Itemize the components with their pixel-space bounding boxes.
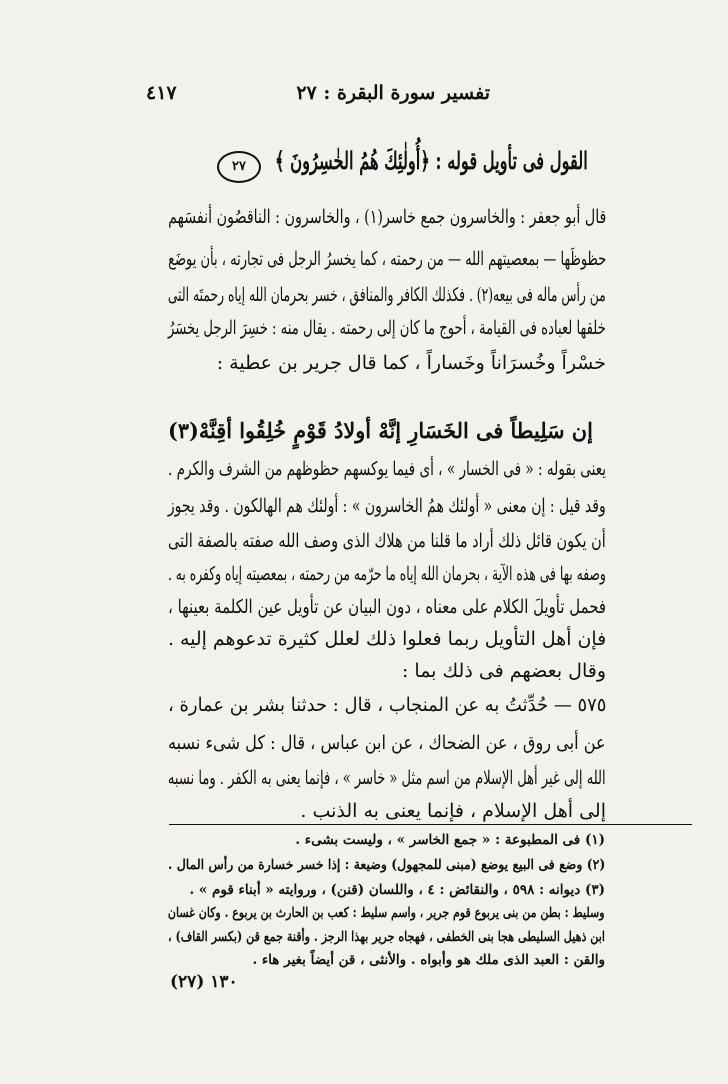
footnote: (١) فى المطبوعة : « جمع الخاسر » ، وليست بشىء . [295,832,605,848]
body-line: وقال بعضهم فى ذلك بما : [401,660,606,682]
chapter-heading: القول فى تأويل قوله : ﴿أُولٰئِكَ هُمُ الخٰسِرُونَ ﴾ [275,146,588,175]
body-line: خلقها لعباده فى القيامة ، أحوج ما كان إلى رحمته . يقال منه : خسِرَ الرجل يخسَرُ [168,317,606,339]
body-line: ٥٧٥ — حُدِّثتُ به عن المنجاب ، قال : حدثنا بشر بن عمارة ، [167,694,606,716]
running-header: تفسير سورة البقرة : ٢٧ [296,82,490,104]
body-line: يعنى بقوله : « فى الخسار » ، أى فيما يوكسهم حظوظهم من الشرف والكرم . [167,458,606,480]
poetry-verse: إن سَلِيطاً فى الخَسَارِ إنَّهْ أولادُ قَوْمٍ خُلِقُوا أقِنَّهْ(٣) [168,418,593,443]
verse-number-badge: ٢٧ [217,151,261,183]
footnote: والقن : العبد الذى ملك هو وأبواه . والأنثى ، قن أيضاً بغير هاء . [252,952,605,968]
printer-signature: ١٣٠ (٢٧) [170,972,238,992]
body-line: خسْراً وخُسرَاناً وخَساراً ، كما قال جرير بن عطية : [216,352,606,374]
body-line: إلى أهل الإسلام ، فإنما يعنى به الذنب . [300,800,606,822]
footnote: (٣) ديوانه : ٥٩٨ ، والنقائض : ٤ ، واللسان (قنن) ، وروايته « أبناء قوم » . [189,882,605,898]
body-line: من رأس ماله فى بيعه(٢) . فكذلك الكافر والمنافق ، خسر بحرمان الله إياه رحمتَه التى [168,284,606,306]
body-line: عن أبى روق ، عن الضحاك ، عن ابن عباس ، قال : كل شىء نسبه [168,732,606,754]
body-line: الله إلى غير أهل الإسلام من اسم مثل « خاسر » ، فإنما يعنى به الكفر . وما نسبه [168,767,606,789]
footnote: وسليط : بطن من بنى يربوع قوم جرير ، واسم سليط : كعب بن الحارث بن يربوع . وكان غسان [168,905,605,921]
page-number: ٤١٧ [146,82,177,104]
footnote: ابن ذهيل السليطى هجا بنى الخطفى ، فهجاه جرير بهذا الرجز . وأقنة جمع قن (بكسر القاف) ، [168,929,605,945]
footnote-separator [169,824,692,825]
body-line: فإن أهل التأويل ربما فعلوا ذلك لعلل كثيرة تدعوهم إليه . [167,628,606,650]
body-line: فحمل تأويلَ الكلام على معناه ، دون البيان عن تأويل عين الكلمة بعينها ، [168,596,606,618]
footnote: (٢) وضع فى البيع يوضع (مبنى للمجهول) وضيعة : إذا خسر خسارة من رأس المال . [167,857,605,873]
body-line: وقد قيل : إن معنى « أولئك همُ الخاسرون » : أولئك هم الهالكون . وقد يجوز [168,495,606,517]
body-line: قال أبو جعفر : والخاسرون جمع خاسر(١) ، والخاسرون : الناقصُون أنفسَهم [167,206,606,228]
body-line: وصفه بها فى هذه الآية ، بحرمان الله إياه ما حرّمه من رحمته ، بمعصيته إياه وكفره به . [168,563,606,585]
body-line: أن يكون قائل ذلك أراد ما قلنا من هلاك الذى وصف الله صفته بالصفة التى [168,530,606,552]
body-line: حظوظَها — بمعصيتهم الله — من رحمته ، كما يخسرُ الرجل فى تجارته ، بأن يوضَع [167,248,606,270]
